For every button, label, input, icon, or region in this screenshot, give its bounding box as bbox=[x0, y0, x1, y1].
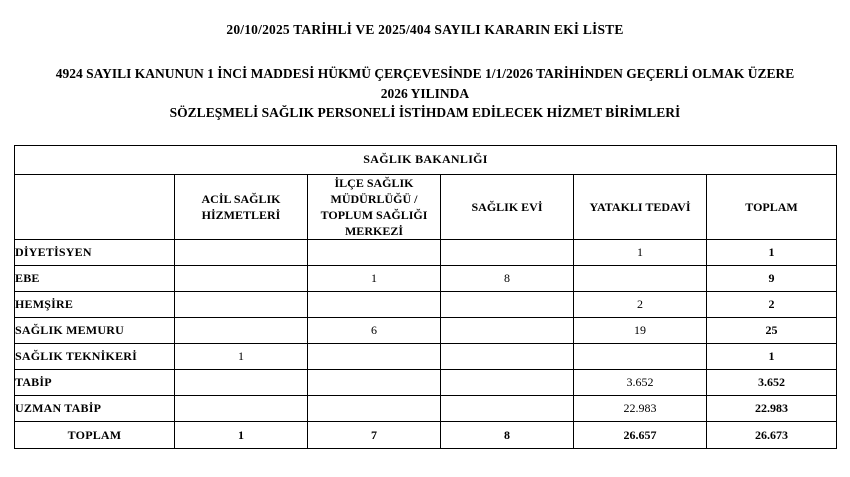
cell-acil bbox=[175, 240, 308, 266]
document-subtitle-line-1: 4924 SAYILI KANUNUN 1 İNCİ MADDESİ HÜKMÜ ÇERÇEVESİNDE 1/1/2026 TARİHİNDEN GEÇERLİ OLMAK ÜZERE 2026 YILINDA bbox=[55, 66, 795, 101]
cell-ilce bbox=[308, 396, 441, 422]
row-label: SAĞLIK MEMURU bbox=[15, 318, 175, 344]
cell-yatakli bbox=[574, 266, 707, 292]
column-header-toplam: TOPLAM bbox=[707, 174, 837, 240]
cell-yatakli: 3.652 bbox=[574, 370, 707, 396]
column-header-blank bbox=[15, 174, 175, 240]
total-cell-ilce: 7 bbox=[308, 422, 441, 449]
column-header-ilce-saglik-mudurlugu: İLÇE SAĞLIK MÜDÜRLÜĞÜ / TOPLUM SAĞLIĞI MERKEZİ bbox=[308, 174, 441, 240]
cell-saglik-evi bbox=[441, 240, 574, 266]
table-row bbox=[15, 318, 837, 344]
cell-ilce: 6 bbox=[308, 318, 441, 344]
table-row bbox=[15, 370, 837, 396]
document-page bbox=[0, 22, 850, 477]
table-banner-row bbox=[15, 145, 837, 174]
document-subtitle bbox=[0, 64, 850, 123]
cell-toplam: 9 bbox=[707, 266, 837, 292]
table-header-row bbox=[15, 174, 837, 240]
table-row bbox=[15, 266, 837, 292]
table-row bbox=[15, 344, 837, 370]
cell-acil bbox=[175, 292, 308, 318]
table-total-row bbox=[15, 422, 837, 449]
row-label: TABİP bbox=[15, 370, 175, 396]
document-title: 20/10/2025 TARİHLİ VE 2025/404 SAYILI KARARIN EKİ LİSTE bbox=[226, 22, 624, 37]
table-row bbox=[15, 396, 837, 422]
table-row bbox=[15, 240, 837, 266]
cell-ilce bbox=[308, 240, 441, 266]
table-row bbox=[15, 292, 837, 318]
table-banner-cell: SAĞLIK BAKANLIĞI bbox=[15, 145, 837, 174]
total-row-label: TOPLAM bbox=[15, 422, 175, 449]
column-header-acil-saglik-hizmetleri: ACİL SAĞLIK HİZMETLERİ bbox=[175, 174, 308, 240]
cell-yatakli: 1 bbox=[574, 240, 707, 266]
cell-yatakli: 22.983 bbox=[574, 396, 707, 422]
column-header-saglik-evi: SAĞLIK EVİ bbox=[441, 174, 574, 240]
cell-toplam: 22.983 bbox=[707, 396, 837, 422]
row-label: HEMŞİRE bbox=[15, 292, 175, 318]
cell-saglik-evi bbox=[441, 292, 574, 318]
cell-saglik-evi bbox=[441, 396, 574, 422]
cell-saglik-evi bbox=[441, 318, 574, 344]
document-subtitle-line-2: SÖZLEŞMELİ SAĞLIK PERSONELİ İSTİHDAM EDİLECEK HİZMET BİRİMLERİ bbox=[169, 105, 681, 121]
total-cell-saglik-evi: 8 bbox=[441, 422, 574, 449]
cell-saglik-evi bbox=[441, 370, 574, 396]
cell-ilce bbox=[308, 370, 441, 396]
total-cell-acil: 1 bbox=[175, 422, 308, 449]
cell-toplam: 1 bbox=[707, 344, 837, 370]
cell-ilce: 1 bbox=[308, 266, 441, 292]
column-header-yatakli-tedavi: YATAKLI TEDAVİ bbox=[574, 174, 707, 240]
row-label: UZMAN TABİP bbox=[15, 396, 175, 422]
cell-acil bbox=[175, 266, 308, 292]
cell-acil: 1 bbox=[175, 344, 308, 370]
cell-toplam: 1 bbox=[707, 240, 837, 266]
cell-saglik-evi: 8 bbox=[441, 266, 574, 292]
total-cell-yatakli: 26.657 bbox=[574, 422, 707, 449]
cell-acil bbox=[175, 370, 308, 396]
cell-toplam: 3.652 bbox=[707, 370, 837, 396]
cell-yatakli: 19 bbox=[574, 318, 707, 344]
total-cell-toplam: 26.673 bbox=[707, 422, 837, 449]
cell-acil bbox=[175, 396, 308, 422]
cell-yatakli bbox=[574, 344, 707, 370]
personnel-table bbox=[14, 145, 837, 450]
row-label: EBE bbox=[15, 266, 175, 292]
cell-ilce bbox=[308, 292, 441, 318]
row-label: DİYETİSYEN bbox=[15, 240, 175, 266]
row-label: SAĞLIK TEKNİKERİ bbox=[15, 344, 175, 370]
cell-acil bbox=[175, 318, 308, 344]
cell-yatakli: 2 bbox=[574, 292, 707, 318]
cell-ilce bbox=[308, 344, 441, 370]
cell-saglik-evi bbox=[441, 344, 574, 370]
cell-toplam: 25 bbox=[707, 318, 837, 344]
cell-toplam: 2 bbox=[707, 292, 837, 318]
table-container bbox=[14, 145, 836, 450]
